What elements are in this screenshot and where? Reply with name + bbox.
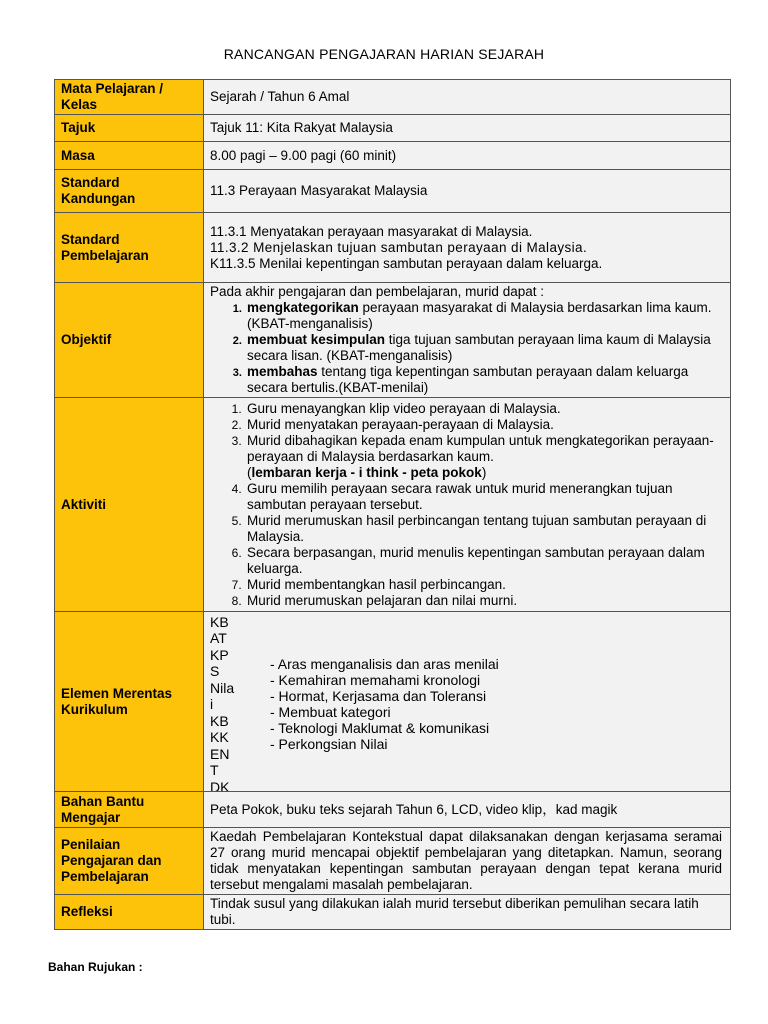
value-emk <box>204 612 731 792</box>
emk-elements <box>270 656 499 752</box>
value-refleksi: Tindak susul yang dilakukan ialah murid tersebut diberikan pemulihan secara latih tubi. <box>204 895 731 930</box>
objektif-item <box>245 332 722 364</box>
emk-element: - Hormat, Kerjasama dan Toleransi <box>270 687 487 704</box>
aktiviti-item: 6. Secara berpasangan, murid menulis kepentingan sambutan perayaan dalam keluarga. <box>245 545 722 577</box>
row-objektif <box>55 283 731 398</box>
label-standard-pembelajaran: Standard Pembelajaran <box>55 213 204 283</box>
value-standard-pembelajaran <box>204 213 731 283</box>
label-mata-pelajaran: Mata Pelajaran / Kelas <box>55 80 204 115</box>
row-masa <box>55 142 731 170</box>
emk-code: AT <box>210 630 227 646</box>
emk-code: S <box>210 663 220 679</box>
emk-codes <box>210 614 238 792</box>
value-penilaian: Kaedah Pembelajaran Kontekstual dapat dilaksanakan dengan kerjasama seramai 27 orang murid mencapai objektif pembelajaran yang ditetapkan. Namun, seorang tidak menyatakan kepentingan sambutan perayaan dengan tepat kerana murid tersebut mengalami masalah pembelajaran. <box>204 828 731 895</box>
sp-line: 11.3.2 Menjelaskan tujuan sambutan perayaan di Malaysia. <box>210 239 588 255</box>
objektif-verb: mengkategorikan <box>247 300 359 315</box>
value-bahan-bantu: Peta Pokok, buku teks sejarah Tahun 6, LCD, video klip，kad magik <box>204 792 731 828</box>
emk-code: T <box>210 762 219 778</box>
row-emk <box>55 612 731 792</box>
label-penilaian: Penilaian Pengajaran dan Pembelajaran <box>55 828 204 895</box>
emk-code: KK <box>210 729 229 745</box>
row-standard-pembelajaran <box>55 213 731 283</box>
emk-code: KB <box>210 712 229 729</box>
emk-code: KP <box>210 646 229 663</box>
row-mata-pelajaran <box>55 80 731 115</box>
label-standard-kandungan: Standard Kandungan <box>55 170 204 213</box>
objektif-verb: membahas <box>247 364 318 379</box>
label-aktiviti: Aktiviti <box>55 398 204 612</box>
aktiviti-note: lembaran kerja - i think - peta pokok <box>251 464 482 480</box>
sp-line: 11.3.1 Menyatakan perayaan masyarakat di Malaysia. <box>210 223 533 239</box>
emk-element: - Membuat kategori <box>270 703 391 720</box>
objektif-text: tiga tujuan sambutan perayaan lima kaum di Malaysia secara lisan. (KBAT-menganalisis) <box>247 332 711 363</box>
aktiviti-note-open: ( <box>247 464 252 480</box>
value-standard-kandungan: 11.3 Perayaan Masyarakat Malaysia <box>204 170 731 213</box>
row-standard-kandungan <box>55 170 731 213</box>
document-title: RANCANGAN PENGAJARAN HARIAN SEJARAH <box>223 46 545 62</box>
objektif-list <box>210 300 722 396</box>
sp-line: K11.3.5 Menilai kepentingan sambutan perayaan dalam keluarga. <box>210 255 603 271</box>
label-emk: Elemen Merentas Kurikulum <box>55 612 204 792</box>
value-mata-pelajaran: Sejarah / Tahun 6 Amal <box>204 80 731 115</box>
label-objektif: Objektif <box>55 283 204 398</box>
row-penilaian <box>55 828 731 895</box>
bahan-rujukan: Bahan Rujukan : <box>48 960 143 974</box>
emk-code: DK <box>210 778 230 792</box>
emk-code: Nila <box>210 679 235 696</box>
value-tajuk: Tajuk 11: Kita Rakyat Malaysia <box>204 115 731 142</box>
aktiviti-item: 8. Murid merumuskan pelajaran dan nilai murni. <box>245 593 722 609</box>
label-refleksi: Refleksi <box>55 895 204 930</box>
value-objektif <box>204 283 731 398</box>
label-masa: Masa <box>55 142 204 170</box>
row-tajuk <box>55 115 731 142</box>
emk-block <box>210 614 722 790</box>
aktiviti-item: 1. Guru menayangkan klip video perayaan di Malaysia. <box>245 401 722 417</box>
aktiviti-item: 2. Murid menyatakan perayaan-perayaan di Malaysia. <box>245 417 722 433</box>
label-tajuk: Tajuk <box>55 115 204 142</box>
emk-element: - Teknologi Maklumat & komunikasi <box>270 719 490 736</box>
aktiviti-note-close: ) <box>481 464 487 480</box>
emk-code: i <box>210 696 214 712</box>
aktiviti-item <box>245 433 722 481</box>
emk-element: - Aras menganalisis dan aras menilai <box>270 655 499 672</box>
objektif-text: perayaan masyarakat di Malaysia berdasarkan lima kaum. (KBAT-menganalisis) <box>247 300 712 331</box>
aktiviti-text: Murid dibahagikan kepada enam kumpulan untuk mengkategorikan perayaan-perayaan di Malaysia berdasarkan kaum. <box>247 432 714 464</box>
emk-element: - Perkongsian Nilai <box>270 735 388 752</box>
row-aktiviti <box>55 398 731 612</box>
objektif-intro: Pada akhir pengajaran dan pembelajaran, murid dapat : <box>210 284 544 299</box>
objektif-text: tentang tiga kepentingan sambutan perayaan dalam keluarga secara bertulis.(KBAT-menilai) <box>247 364 689 395</box>
aktiviti-item: 7. Murid membentangkan hasil perbincangan. <box>245 577 722 593</box>
objektif-item <box>245 364 722 396</box>
value-aktiviti <box>204 398 731 612</box>
row-refleksi <box>55 895 731 930</box>
aktiviti-list <box>210 401 722 609</box>
aktiviti-item: 4. Guru memilih perayaan secara rawak untuk murid menerangkan tujuan sambutan perayaan tersebut. <box>245 481 722 513</box>
lesson-plan-table <box>54 79 731 930</box>
emk-code: EN <box>210 745 230 762</box>
label-bahan-bantu: Bahan Bantu Mengajar <box>55 792 204 828</box>
emk-element: - Kemahiran memahami kronologi <box>270 671 481 688</box>
row-bahan-bantu <box>55 792 731 828</box>
objektif-verb: membuat kesimpulan <box>247 332 386 347</box>
aktiviti-item: 5. Murid merumuskan hasil perbincangan tentang tujuan sambutan perayaan di Malaysia. <box>245 513 722 545</box>
emk-code: KB <box>210 613 229 630</box>
value-masa: 8.00 pagi – 9.00 pagi (60 minit) <box>204 142 731 170</box>
objektif-item <box>245 300 722 332</box>
